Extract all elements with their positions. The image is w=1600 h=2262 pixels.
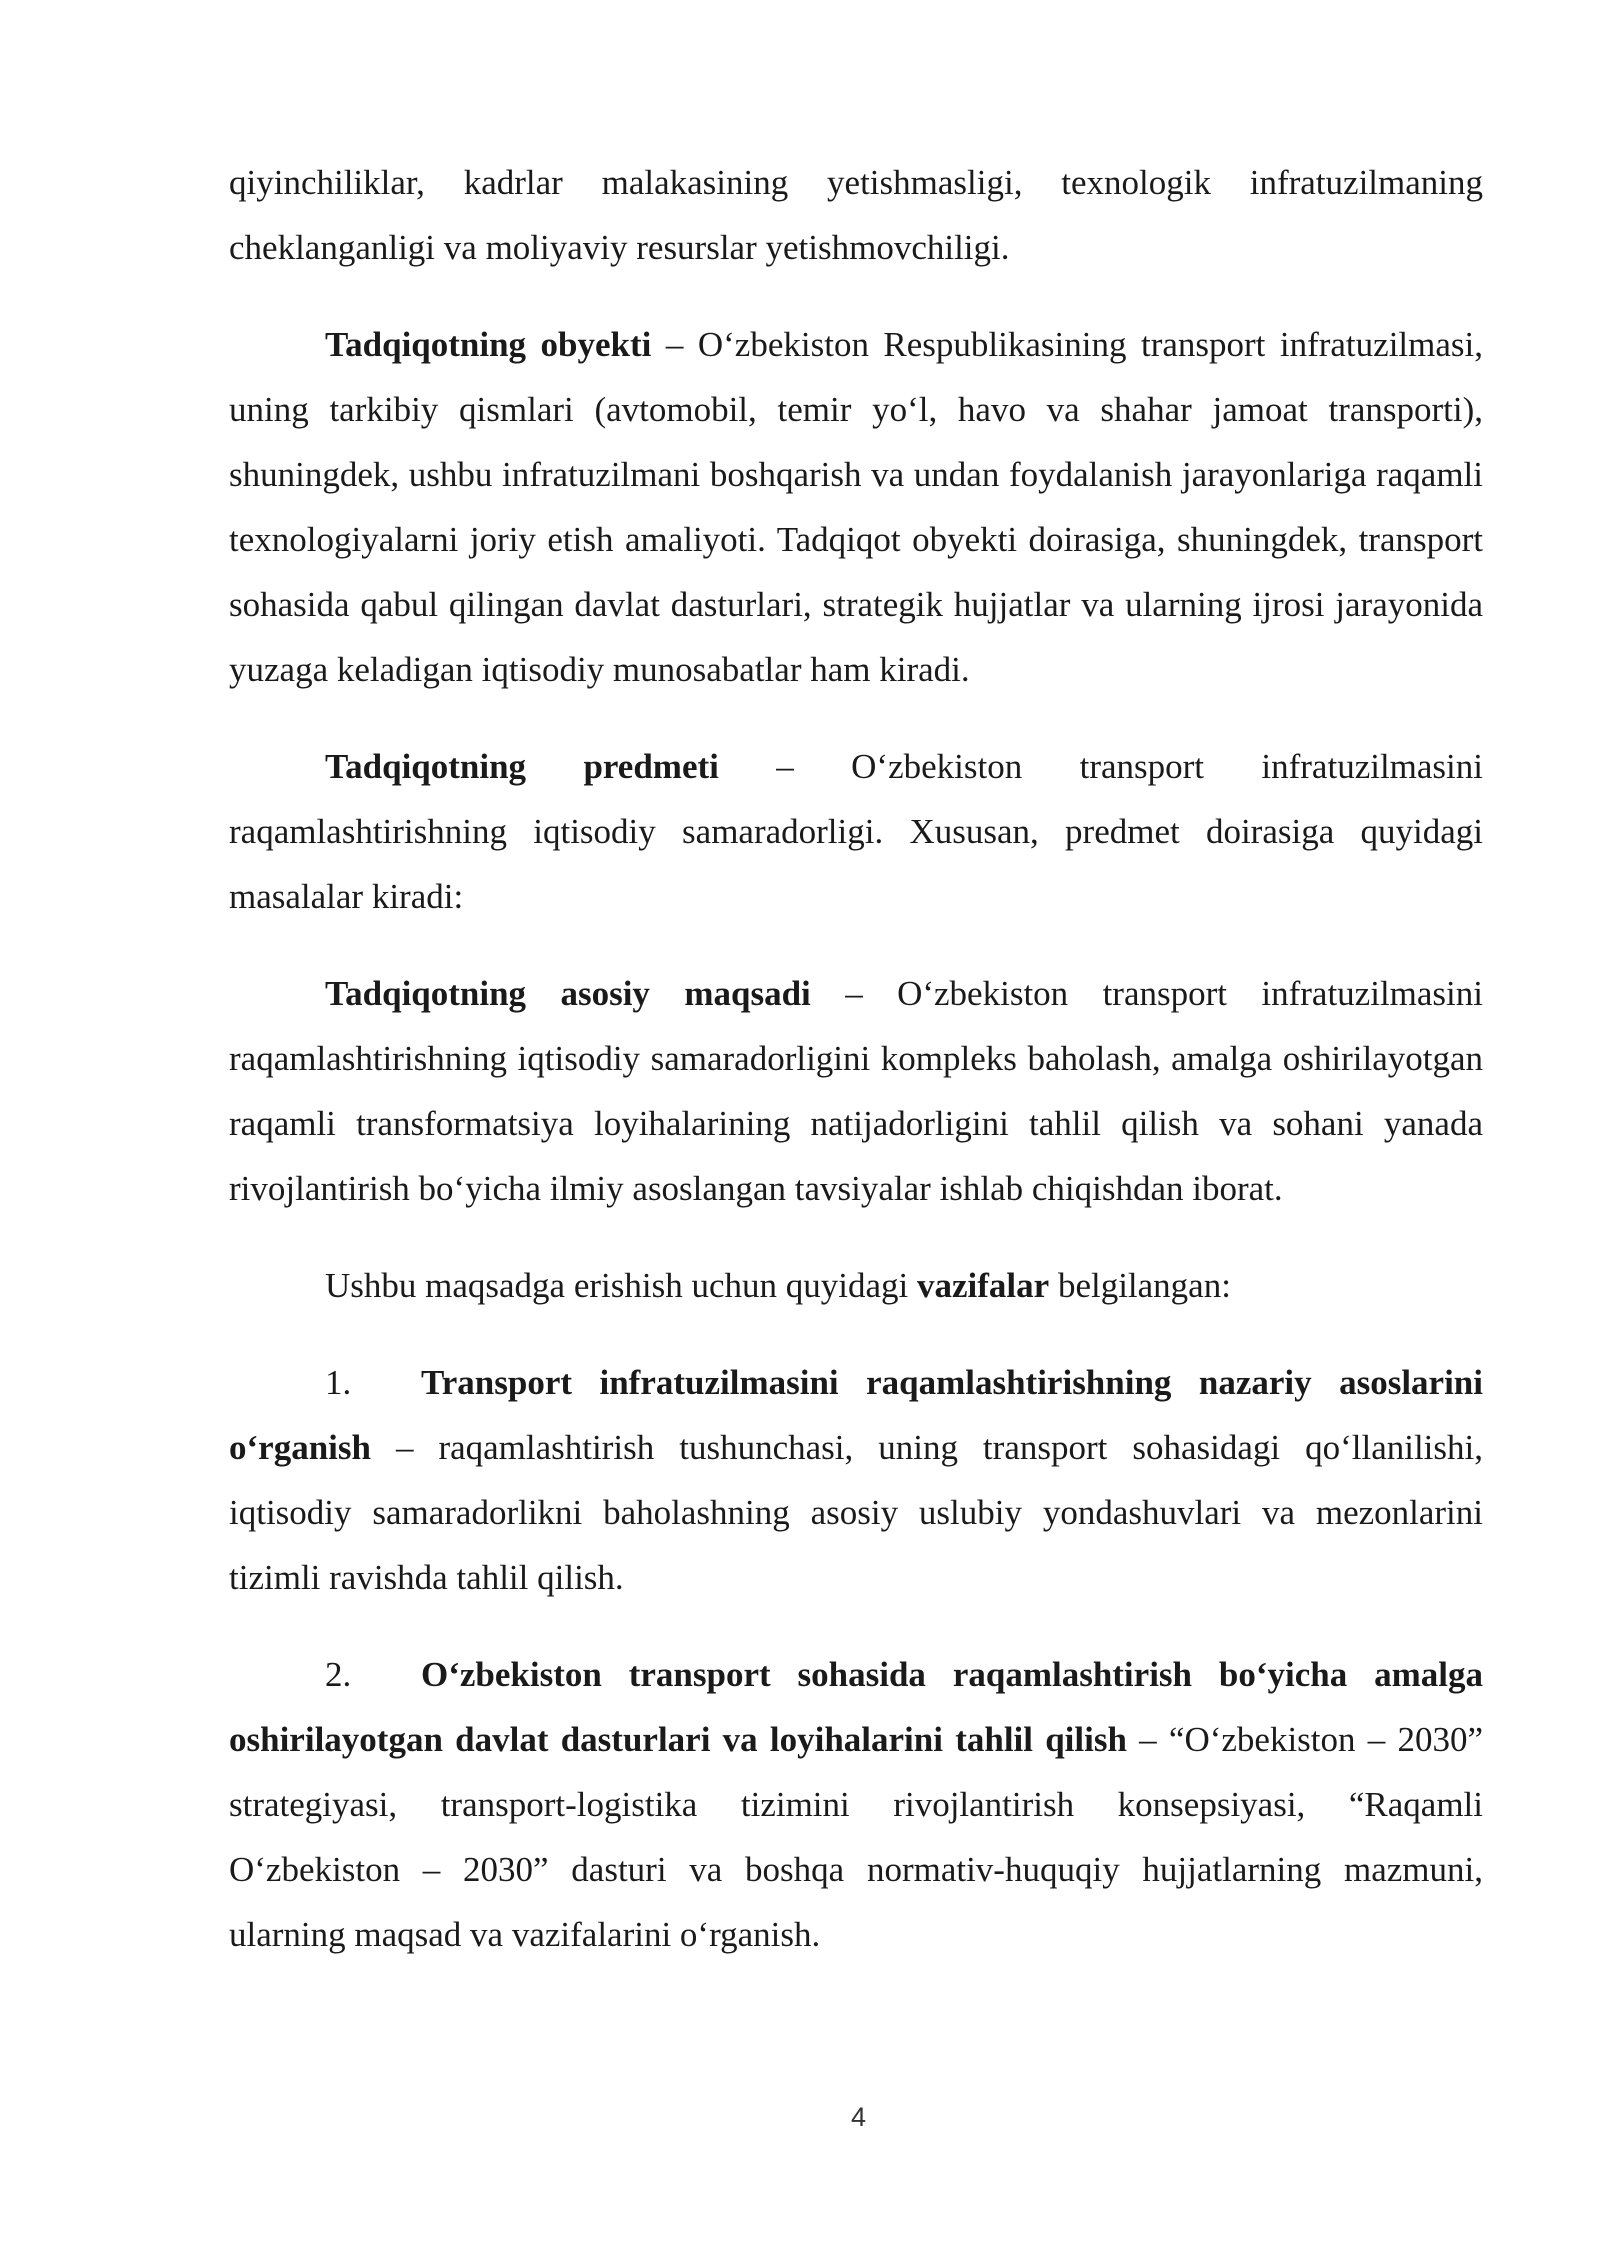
list-number: 1. — [325, 1363, 352, 1402]
paragraph-tasks-intro — [229, 1253, 1483, 1318]
list-number: 2. — [325, 1655, 352, 1694]
paragraph-research-object — [229, 312, 1483, 702]
term-research-object: Tadqiqotning obyekti — [325, 325, 652, 364]
list-item-2 — [229, 1642, 1483, 1967]
paragraph-text: – O‘zbekiston transport infratuzilmasini raqamlashtirishning iqtisodiy samaradorligi. Xususan, predmet doirasiga quyidagi masalalar kiradi: — [229, 747, 1484, 916]
term-tasks: vazifalar — [917, 1266, 1050, 1305]
paragraph-research-subject — [229, 734, 1483, 929]
paragraph-text: belgilangan: — [1049, 1266, 1231, 1305]
term-research-goal: Tadqiqotning asosiy maqsadi — [325, 974, 811, 1013]
list-item-heading: Transport infratuzilmasini raqamlashtirishning nazariy asoslarini o‘rganish — [229, 1363, 1483, 1467]
list-item-1 — [229, 1350, 1483, 1610]
paragraph-text: Ushbu maqsadga erishish uchun quyidagi — [325, 1266, 917, 1305]
paragraph-text: qiyinchiliklar, kadrlar malakasining yetishmasligi, texnologik infratuzilmaning cheklanganligi va moliyaviy resurslar yetishmovchiligi. — [229, 163, 1483, 267]
term-research-subject: Tadqiqotning predmeti — [325, 747, 719, 786]
paragraph-text: – O‘zbekiston Respublikasining transport infratuzilmasi, uning tarkibiy qismlari (avtomobil, temir yo‘l, havo va shahar jamoat transporti), shuningdek, ushbu infratuzilmani boshqarish va undan foydalanish jarayonlariga raqamli texnologiyalarni joriy etish amaliyoti. Tadqiqot obyekti doirasiga, shuningdek, transport sohasida qabul qilingan davlat dasturlari, strategik hujjatlar va ularning ijrosi jarayonida yuzaga keladigan iqtisodiy munosabatlar ham kiradi. — [229, 325, 1483, 689]
paragraph-continuation — [229, 150, 1483, 280]
paragraph-text: – O‘zbekiston transport infratuzilmasini raqamlashtirishning iqtisodiy samaradorligini kompleks baholash, amalga oshirilayotgan raqamli transformatsiya loyihalarining natijadorligini tahlil qilish va sohani yanada rivojlantirish bo‘yicha ilmiy asoslangan tavsiyalar ishlab chiqishdan iborat. — [229, 974, 1483, 1208]
paragraph-research-goal — [229, 961, 1483, 1221]
list-item-text: – “O‘zbekiston – 2030” strategiyasi, transport-logistika tizimini rivojlantirish konsepsiyasi, “Raqamli O‘zbekiston – 2030” dasturi va boshqa normativ-huquqiy hujjatlarning mazmuni, ularning maqsad va vazifalarini o‘rganish. — [229, 1720, 1483, 1954]
document-page — [229, 150, 1483, 1967]
list-item-text: – raqamlashtirish tushunchasi, uning transport sohasidagi qo‘llanilishi, iqtisodiy samaradorlikni baholashning asosiy uslubiy yondashuvlari va mezonlarini tizimli ravishda tahlil qilish. — [229, 1428, 1483, 1597]
page-number: 4 — [850, 2102, 867, 2132]
list-item-heading: O‘zbekiston transport sohasida raqamlashtirish bo‘yicha amalga oshirilayotgan davlat dasturlari va loyihalarini tahlil qilish — [229, 1655, 1483, 1759]
